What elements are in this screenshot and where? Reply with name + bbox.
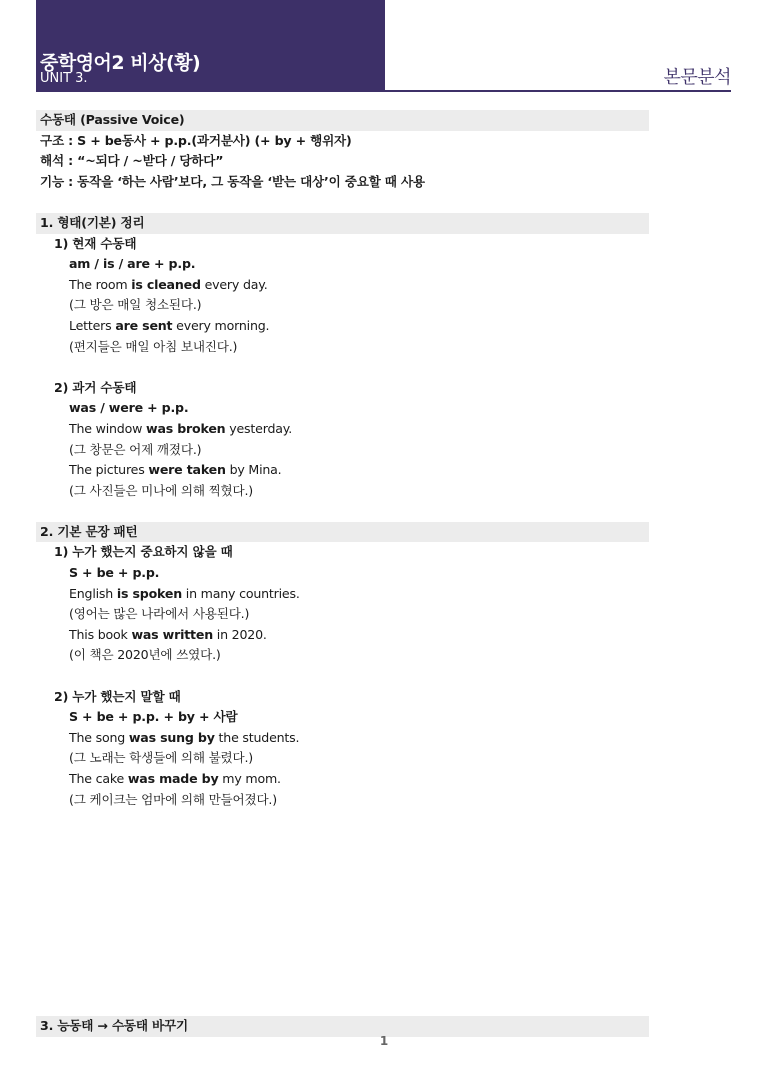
example-sentence: Letters are sent every morning. <box>69 317 270 333</box>
section2-sub2-formula: S + be + p.p. + by + 사람 <box>69 709 238 725</box>
section1-sub1-heading: 1) 현재 수동태 <box>54 235 137 251</box>
document-body <box>36 110 649 810</box>
example-translation: (그 케이크는 엄마에 의해 만들어졌다.) <box>69 791 277 807</box>
example-translation: (이 책은 2020년에 쓰였다.) <box>69 647 221 663</box>
example-translation: (편지들은 매일 아침 보내진다.) <box>69 338 238 354</box>
example-sentence: This book was written in 2020. <box>69 626 267 642</box>
section1-heading: 1. 형태(기본) 정리 <box>36 213 649 234</box>
example-translation: (그 사진들은 미나에 의해 찍혔다.) <box>69 482 253 498</box>
example-sentence: The song was sung by the students. <box>69 729 300 745</box>
example-sentence: The cake was made by my mom. <box>69 771 281 786</box>
example-sentence: English is spoken in many countries. <box>69 585 300 601</box>
example-translation: (그 노래는 학생들에 의해 불렸다.) <box>69 750 253 766</box>
section1-sub2-formula: was / were + p.p. <box>69 400 189 416</box>
example-sentence: The window was broken yesterday. <box>69 420 293 436</box>
unit-label: UNIT 3. <box>40 71 88 86</box>
section-label: 본문분석 <box>663 67 731 88</box>
book-title: 중학영어2 비상(황) <box>40 52 201 74</box>
intro-function: 기능 : 동작을 ‘하는 사람’보다, 그 동작을 ‘받는 대상’이 중요할 때 사용 <box>40 173 425 189</box>
page-number: 1 <box>379 1034 389 1048</box>
header-underline <box>385 90 731 92</box>
example-sentence: The room is cleaned every day. <box>69 276 268 292</box>
section2-heading: 2. 기본 문장 패턴 <box>36 522 649 543</box>
intro-heading: 수동태 (Passive Voice) <box>36 110 649 131</box>
section1-sub2-heading: 2) 과거 수동태 <box>54 379 137 395</box>
section2-sub1-formula: S + be + p.p. <box>69 565 160 581</box>
header-banner <box>36 0 385 92</box>
section2-sub2-heading: 2) 누가 했는지 말할 때 <box>54 688 181 704</box>
intro-structure: 구조 : S + be동사 + p.p.(과거분사) (+ by + 행위자) <box>40 132 352 148</box>
example-translation: (영어는 많은 나라에서 사용된다.) <box>69 606 250 622</box>
intro-meaning: 해석 : “~되다 / ~받다 / 당하다” <box>40 153 224 169</box>
example-sentence: The pictures were taken by Mina. <box>69 462 282 478</box>
section2-sub1-heading: 1) 누가 했는지 중요하지 않을 때 <box>54 544 233 560</box>
example-translation: (그 방은 매일 청소된다.) <box>69 297 202 313</box>
section1-sub1-formula: am / is / are + p.p. <box>69 256 196 272</box>
example-translation: (그 창문은 어제 깨졌다.) <box>69 441 202 457</box>
section3-heading: 3. 능동태 → 수동태 바꾸기 <box>36 1016 649 1037</box>
